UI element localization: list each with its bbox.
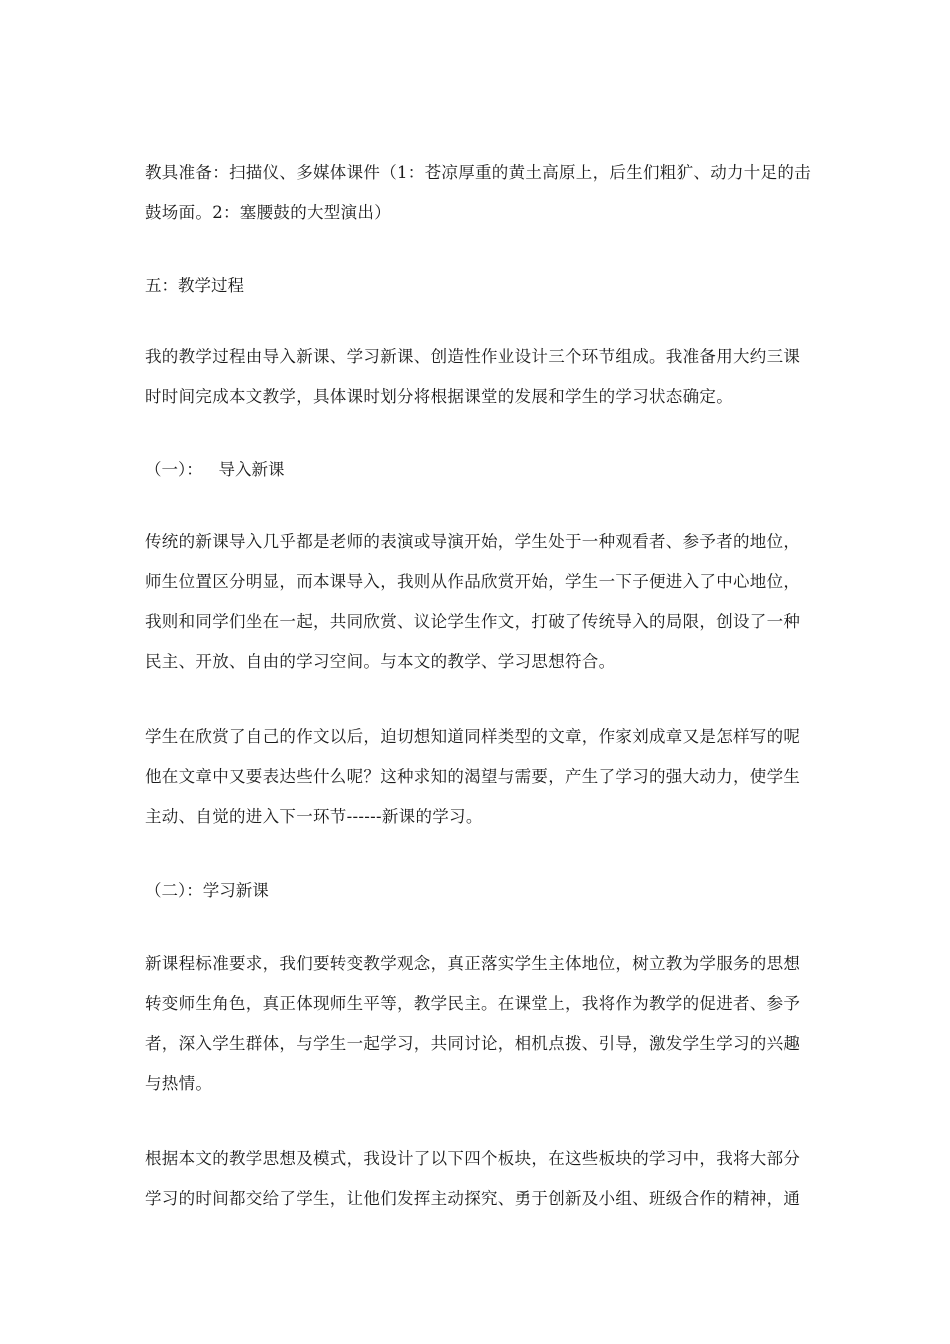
paragraph-line: 他在文章中又要表达些什么呢？这种求知的渴望与需要，产生了学习的强大动力，使学生 — [145, 767, 801, 786]
part-two-paragraph-1 — [145, 944, 813, 1104]
paragraph-line: 鼓场面。2：塞腰鼓的大型演出） — [145, 203, 391, 222]
part-two-heading: （二）：学习新课 — [145, 881, 269, 900]
part-two-paragraph-2 — [145, 1139, 813, 1219]
paragraph-line: 与热情。 — [145, 1074, 213, 1093]
process-intro-paragraph — [145, 337, 813, 417]
paragraph-line: 我的教学过程由导入新课、学习新课、创造性作业设计三个环节组成。我准备用大约三课 — [145, 347, 801, 366]
paragraph-line: 主动、自觉的进入下一环节------新课的学习。 — [145, 807, 483, 826]
paragraph-line: 时时间完成本文教学，具体课时划分将根据课堂的发展和学生的学习状态确定。 — [145, 387, 733, 406]
paragraph-line: 师生位置区分明显，而本课导入，我则从作品欣赏开始，学生一下子便进入了中心地位， — [145, 572, 801, 591]
paragraph-line: 我则和同学们坐在一起，共同欣赏、议论学生作文，打破了传统导入的局限，创设了一种 — [145, 612, 801, 631]
paragraph-line: 学习的时间都交给了学生，让他们发挥主动探究、勇于创新及小组、班级合作的精神，通 — [145, 1189, 801, 1208]
part-one-heading: （一）： 导入新课 — [145, 460, 285, 479]
paragraph-line: 民主、开放、自由的学习空间。与本文的教学、学习思想符合。 — [145, 652, 616, 671]
part-one-paragraph-2 — [145, 717, 813, 837]
paragraph-line: 根据本文的教学思想及模式，我设计了以下四个板块，在这些板块的学习中，我将大部分 — [145, 1149, 801, 1168]
paragraph-line: 传统的新课导入几乎都是老师的表演或导演开始，学生处于一种观看者、参予者的地位， — [145, 532, 801, 551]
paragraph-line: 教具准备：扫描仪、多媒体课件（1：苍凉厚重的黄土高原上，后生们粗犷、动力十足的击 — [145, 163, 811, 182]
paragraph-line: 学生在欣赏了自己的作文以后，迫切想知道同样类型的文章，作家刘成章又是怎样写的呢 — [145, 727, 801, 746]
paragraph-line: 转变师生角色，真正体现师生平等，教学民主。在课堂上，我将作为教学的促进者、参予 — [145, 994, 801, 1013]
paragraph-line: 新课程标准要求，我们要转变教学观念，真正落实学生主体地位，树立教为学服务的思想 — [145, 954, 801, 973]
part-one-paragraph-1 — [145, 522, 813, 682]
section-five-heading: 五：教学过程 — [145, 276, 244, 295]
teaching-aids-paragraph — [145, 153, 813, 233]
paragraph-line: 者，深入学生群体，与学生一起学习，共同讨论，相机点拨、引导，激发学生学习的兴趣 — [145, 1034, 801, 1053]
